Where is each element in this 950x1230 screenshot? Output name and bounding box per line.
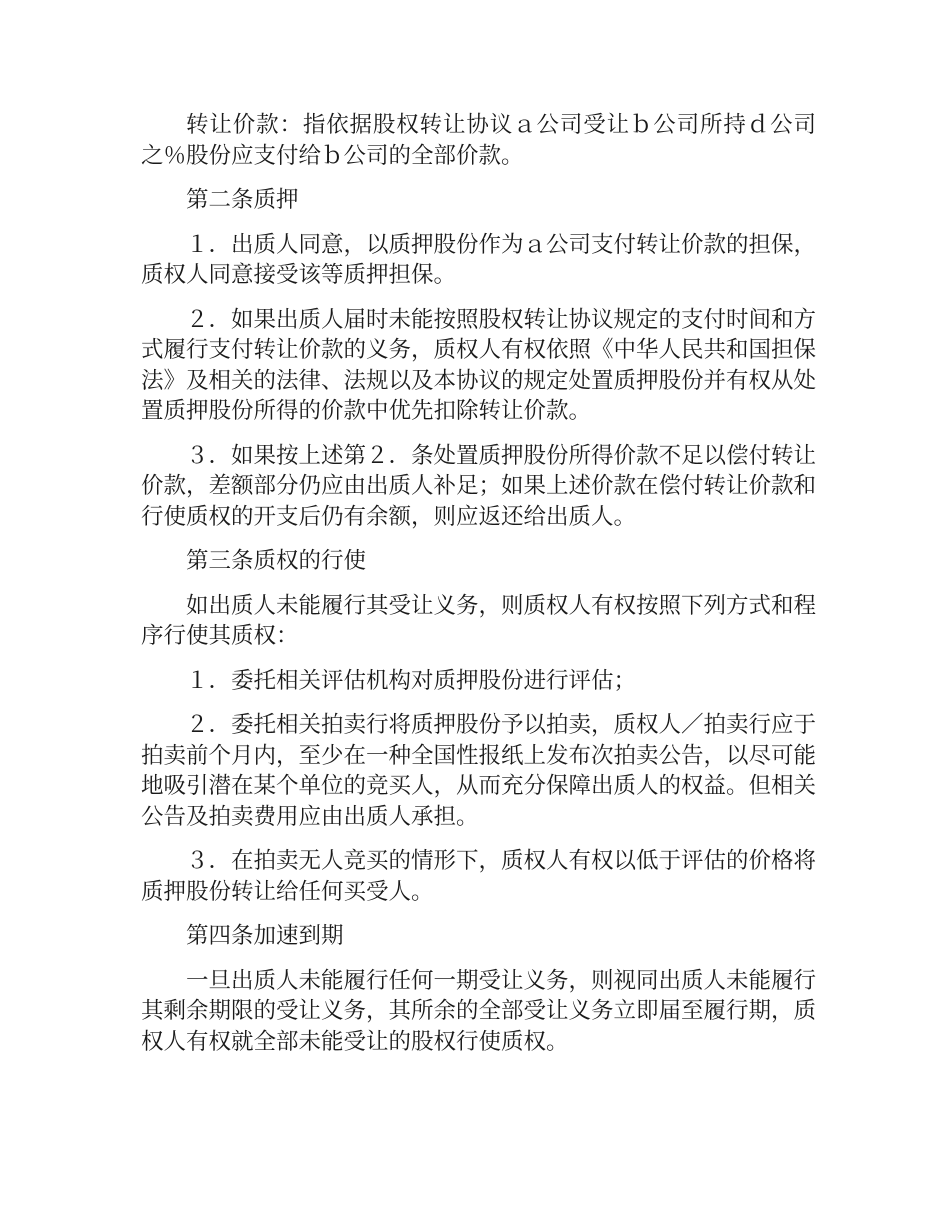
article-3-clause-3: ３．在拍卖无人竞买的情形下，质权人有权以低于评估的价格将质押股份转让给任何买受人。 bbox=[141, 848, 817, 905]
article-3-clause-1: １．委托相关评估机构对质押股份进行评估； bbox=[186, 667, 637, 694]
article-2-heading: 第二条质押 bbox=[186, 187, 299, 213]
article-4-body: 一旦出质人未能履行任何一期受让义务，则视同出质人未能履行其剩余期限的受让义务，其所余的全部受让义务立即届至履行期，质权人有权就全部未能受让的股权行使质权。 bbox=[141, 967, 817, 1055]
paragraph-transfer-price-definition: 转让价款：指依据股权转让协议ａ公司受让ｂ公司所持ｄ公司之％股份应支付给ｂ公司的全部价款。 bbox=[141, 112, 816, 169]
article-3-clause-2: ２．委托相关拍卖行将质押股份予以拍卖，质权人／拍卖行应于拍卖前个月内，至少在一种全国性报纸上发布次拍卖公告，以尽可能地吸引潜在某个单位的竞买人，从而充分保障出质人的权益。但相关公告及拍卖费用应由出质人承担。 bbox=[141, 712, 817, 830]
article-2-clause-2: ２．如果出质人届时未能按照股权转让协议规定的支付时间和方式履行支付转让价款的义务，质权人有权依照《中华人民共和国担保法》及相关的法律、法规以及本协议的规定处置质押股份并有权从处置质押股份所得的价款中优先扣除转让价款。 bbox=[141, 306, 817, 424]
article-3-heading: 第三条质权的行使 bbox=[186, 548, 367, 574]
article-2-clause-1: １．出质人同意，以质押股份作为ａ公司支付转让价款的担保，质权人同意接受该等质押担保。 bbox=[141, 231, 817, 288]
article-2-clause-3: ３．如果按上述第２．条处置质押股份所得价款不足以偿付转让价款，差额部分仍应由出质人补足；如果上述价款在偿付转让价款和行使质权的开支后仍有余额，则应返还给出质人。 bbox=[141, 442, 817, 530]
article-3-intro: 如出质人未能履行其受让义务，则质权人有权按照下列方式和程序行使其质权： bbox=[141, 592, 817, 649]
article-4-heading: 第四条加速到期 bbox=[186, 923, 344, 949]
document-body bbox=[141, 110, 816, 1071]
